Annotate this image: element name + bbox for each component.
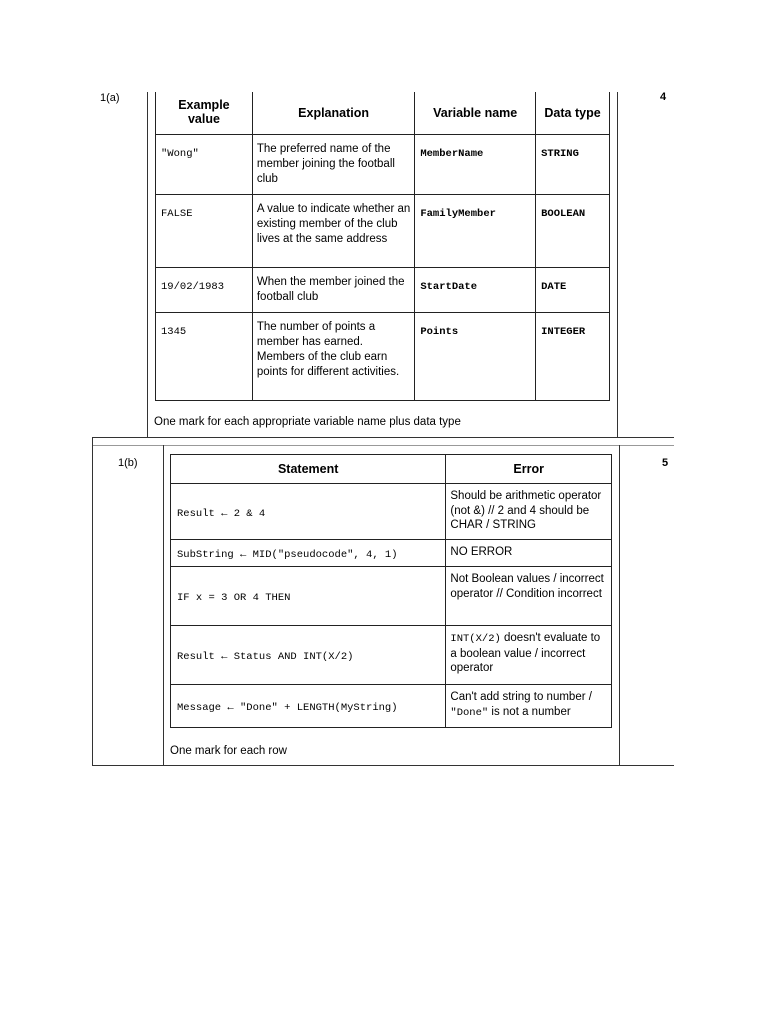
data-type: INTEGER	[541, 325, 586, 338]
header-error: Error	[446, 455, 612, 484]
marks-1b: 5	[662, 457, 669, 469]
error-code: INT(X/2)	[450, 633, 501, 645]
table-row	[156, 312, 610, 400]
header-statement: Statement	[171, 455, 446, 484]
explanation-text: The preferred name of the member joining the football club	[256, 142, 395, 185]
mark-note-1b: One mark for each row	[170, 745, 287, 757]
question-number-1a: 1(a)	[100, 92, 120, 104]
error-description: Can't add string to number /	[450, 691, 592, 703]
table-row	[171, 685, 612, 728]
variable-name: StartDate	[420, 280, 478, 293]
error-text: NO ERROR	[450, 546, 513, 558]
table-row	[156, 267, 610, 312]
statements-table	[170, 454, 612, 728]
error-description-tail: is not a number	[491, 705, 571, 718]
variable-name: Points	[420, 325, 459, 338]
explanation-text: A value to indicate whether an existing member of the club lives at the same address	[256, 202, 411, 245]
question-number-1b: 1(b)	[118, 457, 138, 469]
table-row	[171, 484, 612, 540]
frame-divider-2	[92, 445, 674, 446]
frame-left-a	[147, 92, 148, 437]
table-header-row	[156, 92, 610, 134]
marks-1a: 4	[660, 91, 667, 103]
error-text: Should be arithmetic operator (not &) // 2 and 4 should be CHAR / STRING	[450, 490, 602, 531]
variable-name: FamilyMember	[420, 207, 496, 220]
explanation-text: When the member joined the football club	[256, 275, 405, 303]
header-example-value: Example value	[156, 92, 253, 134]
error-description: doesn't evaluate to a boolean value / incorrect operator	[450, 632, 601, 674]
statement-code: Message ← "Done" + LENGTH(MyString)	[177, 702, 398, 714]
header-data-type: Data type	[536, 92, 610, 134]
table-row	[171, 626, 612, 685]
frame-left-outer-b	[92, 437, 93, 765]
frame-right-b	[619, 445, 620, 765]
error-text: Not Boolean values / incorrect operator // Condition incorrect	[450, 573, 604, 600]
mark-note-1a: One mark for each appropriate variable name plus data type	[154, 416, 461, 428]
error-code: "Done"	[450, 706, 489, 719]
table-row	[171, 540, 612, 567]
header-variable-name: Variable name	[415, 92, 536, 134]
table-row	[156, 134, 610, 194]
example-value: "Wong"	[161, 147, 199, 160]
variable-name: MemberName	[420, 147, 484, 160]
statement-code: Result ← 2 & 4	[177, 507, 266, 520]
data-type: DATE	[541, 280, 567, 293]
frame-divider	[92, 437, 674, 438]
header-explanation: Explanation	[252, 92, 414, 134]
table-header-row	[171, 455, 612, 484]
explanation-text: The number of points a member has earned. Members of the club earn points for different activities.	[256, 320, 400, 378]
data-type: BOOLEAN	[541, 207, 586, 220]
statement-code: SubString ← MID("pseudocode", 4, 1)	[177, 549, 398, 561]
statement-code: IF x = 3 OR 4 THEN	[177, 592, 291, 604]
frame-right-a	[617, 92, 618, 437]
table-row	[171, 567, 612, 626]
error-text	[450, 631, 607, 676]
example-value: 19/02/1983	[161, 280, 225, 293]
data-type: STRING	[541, 147, 579, 160]
example-value: FALSE	[161, 207, 193, 220]
variables-table	[155, 92, 610, 401]
error-text	[450, 690, 607, 720]
statement-code: Result ← Status AND INT(X/2)	[177, 651, 354, 663]
table-row	[156, 194, 610, 267]
example-value: 1345	[161, 325, 187, 338]
frame-bottom	[92, 765, 674, 766]
frame-left-b	[163, 445, 164, 765]
